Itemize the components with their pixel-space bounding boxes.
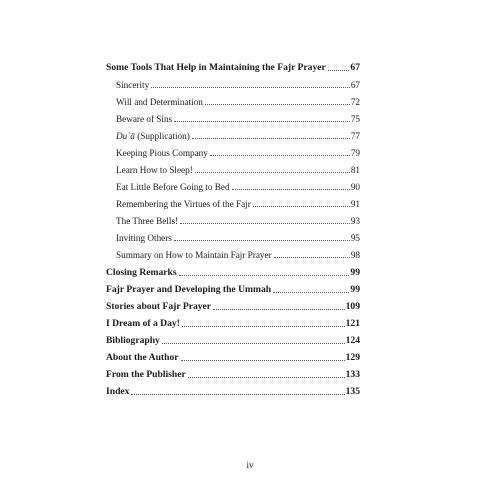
toc-entry-title: Inviting Others	[116, 233, 172, 243]
dot-leader	[210, 155, 350, 156]
toc-entry[interactable]	[106, 182, 360, 192]
toc-entry[interactable]	[106, 301, 360, 312]
toc-entry-title: Summary on How to Maintain Fajr Prayer	[116, 250, 272, 260]
toc-entry-title: The Three Bells!	[116, 216, 179, 226]
toc-entry-page: 72	[350, 97, 360, 107]
toc-entry-page: 121	[345, 318, 360, 329]
toc-entry-page: 67	[350, 80, 360, 90]
toc-entry[interactable]	[106, 80, 360, 90]
toc-entry[interactable]	[106, 148, 360, 158]
toc-entry-title: Will and Determination	[116, 97, 203, 107]
toc-entry[interactable]	[106, 284, 360, 295]
dot-leader	[181, 360, 345, 361]
dot-leader	[131, 394, 344, 395]
toc-entry-page: 77	[350, 131, 360, 141]
toc-entry[interactable]	[106, 97, 360, 107]
toc-entry-title: Some Tools That Help in Maintaining the Fajr Prayer	[106, 62, 326, 73]
toc-entry-title	[116, 131, 190, 141]
toc-entry-title: About the Author	[106, 352, 179, 363]
toc-entry-page: 81	[350, 165, 360, 175]
dot-leader	[232, 189, 350, 190]
toc-entry-title: Eat Little Before Going to Bed	[116, 182, 230, 192]
toc-entry-title: Learn How to Sleep!	[116, 165, 193, 175]
dot-leader	[253, 206, 350, 207]
toc-entry[interactable]	[106, 131, 360, 141]
toc-entry-title-rest: (Supplication)	[134, 131, 190, 141]
toc-entry-page: 135	[345, 386, 360, 397]
toc-entry-title: Bibliography	[106, 335, 160, 346]
toc-entry-title: Remembering the Virtues of the Fajr	[116, 199, 251, 209]
toc-entry[interactable]	[106, 369, 360, 380]
dot-leader	[174, 121, 350, 122]
page-number: iv	[246, 460, 254, 470]
dot-leader	[151, 87, 350, 88]
toc-entry[interactable]	[106, 199, 360, 209]
dot-leader	[328, 70, 350, 71]
dot-leader	[174, 240, 350, 241]
toc-entry[interactable]	[106, 352, 360, 363]
toc-entry-page: 75	[350, 114, 360, 124]
dot-leader	[180, 223, 350, 224]
toc-entry-title: Beware of Sins	[116, 114, 173, 124]
toc-entry[interactable]	[106, 386, 360, 397]
dot-leader	[273, 292, 349, 293]
toc-entry[interactable]	[106, 165, 360, 175]
toc-entry-page: 67	[350, 62, 360, 73]
dot-leader	[192, 138, 350, 139]
toc-entry[interactable]	[106, 250, 360, 260]
toc-entry-page: 124	[345, 335, 360, 346]
toc-entry-page: 95	[350, 233, 360, 243]
toc-entry-page: 93	[350, 216, 360, 226]
toc-entry-page: 99	[350, 267, 360, 278]
toc-entry-page: 109	[345, 301, 360, 312]
toc-entry-page: 90	[350, 182, 360, 192]
toc-entry-title: Keeping Pious Company	[116, 148, 208, 158]
toc-entry-page: 98	[350, 250, 360, 260]
toc-entry-page: 99	[350, 284, 360, 295]
dot-leader	[195, 172, 350, 173]
toc-entry[interactable]	[106, 114, 360, 124]
toc-entry-title-italic: Du`ā	[116, 131, 135, 141]
dot-leader	[213, 309, 345, 310]
toc-entry-title: Stories about Fajr Prayer	[106, 301, 212, 312]
toc-entry[interactable]	[106, 216, 360, 226]
toc-entry[interactable]	[106, 62, 360, 73]
dot-leader	[188, 377, 345, 378]
toc-entry-title: From the Publisher	[106, 369, 186, 380]
toc-entry[interactable]	[106, 267, 360, 278]
toc-entry-page: 129	[345, 352, 360, 363]
toc-entry-page: 133	[345, 369, 360, 380]
toc-entry-title: Closing Remarks	[106, 267, 177, 278]
toc-entry-title: Sincerity	[116, 80, 150, 90]
toc-entry[interactable]	[106, 233, 360, 243]
toc-entry-title: I Dream of a Day!	[106, 318, 180, 329]
dot-leader	[162, 343, 345, 344]
dot-leader	[274, 257, 350, 258]
toc-entry[interactable]	[106, 335, 360, 346]
toc-entry-title: Fajr Prayer and Developing the Ummah	[106, 284, 272, 295]
dot-leader	[182, 326, 345, 327]
dot-leader	[205, 104, 350, 105]
toc-entry[interactable]	[106, 318, 360, 329]
dot-leader	[179, 275, 350, 276]
toc-entry-title: Index	[106, 386, 130, 397]
toc-entry-page: 79	[350, 148, 360, 158]
toc-entry-page: 91	[350, 199, 360, 209]
